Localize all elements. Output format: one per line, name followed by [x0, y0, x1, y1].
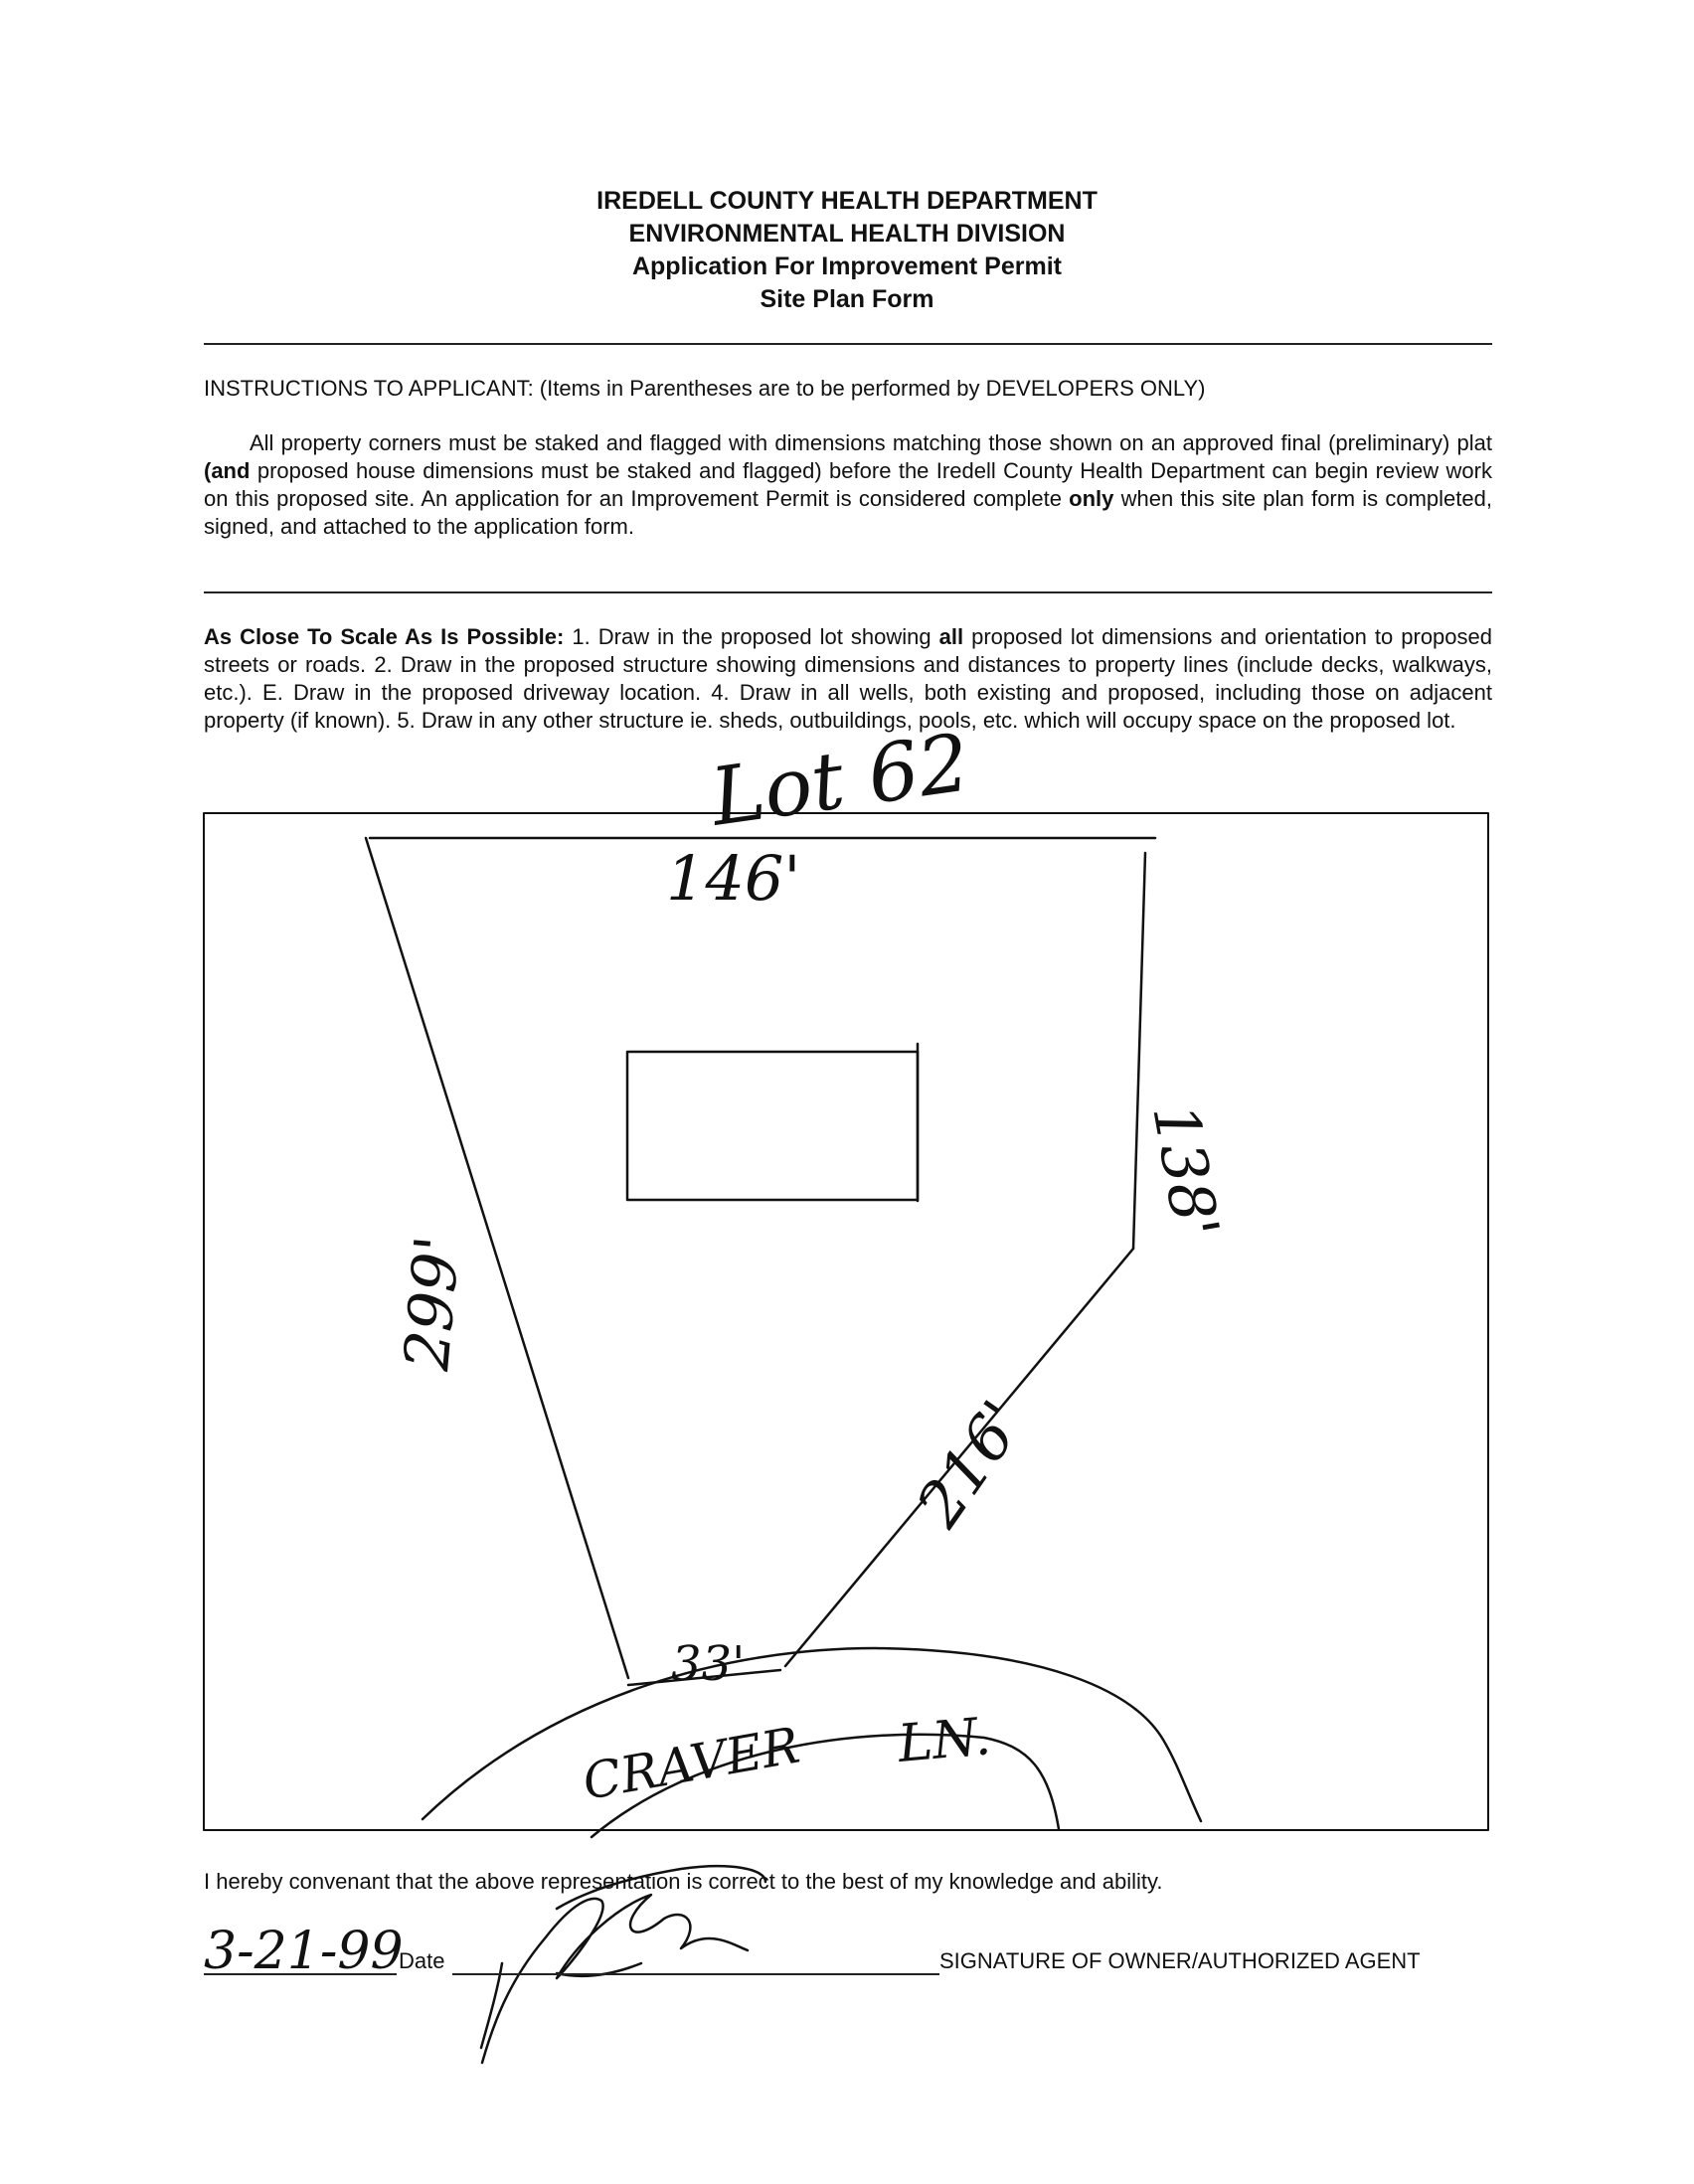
- road-outer-edge: [423, 1648, 1201, 1821]
- signature-line[interactable]: [452, 1973, 939, 1975]
- road-suffix: LN.: [895, 1707, 994, 1774]
- header-division: ENVIRONMENTAL HEALTH DIVISION: [628, 220, 1066, 248]
- header-application: Application For Improvement Permit: [631, 252, 1062, 280]
- diagonal-dimension: 216': [902, 1387, 1039, 1540]
- signature-label: SIGNATURE OF OWNER/AUTHORIZED AGENT: [939, 1948, 1421, 1973]
- instructions-text-2: proposed house dimensions must be staked and flagged) before the Iredell County Health Department can begin review work on this proposed site. An application for an Improvement Permit is considered complete: [204, 458, 1492, 511]
- lot-label: Lot 62: [705, 716, 975, 844]
- right-dimension: 138': [1138, 1097, 1234, 1244]
- scale-instructions-lead: As Close To Scale As Is Possible:: [204, 624, 565, 649]
- header-department: IREDELL COUNTY HEALTH DEPARTMENT: [596, 187, 1098, 215]
- certification-statement: I hereby convenant that the above representation is correct to the best of my knowledge and ability.: [204, 1869, 1163, 1894]
- date-label: Date: [399, 1948, 445, 1973]
- instructions-title: INSTRUCTIONS TO APPLICANT: (Items in Parentheses are to be performed by DEVELOPERS ONLY): [204, 376, 1206, 401]
- date-value: 3-21-99: [204, 1922, 404, 1981]
- frontage-dimension: 33': [671, 1636, 746, 1692]
- header-form-name: Site Plan Form: [760, 285, 934, 313]
- instructions-text-3: when this site plan form is completed, signed, and attached to the application form.: [204, 486, 1492, 539]
- signature: [481, 1866, 765, 2063]
- instructions-bold-and: (and: [204, 458, 251, 483]
- scale-instructions-text-2: proposed lot dimensions and orientation to proposed streets or roads. 2. Draw in the proposed structure showing dimensions and distances to property lines (include decks, walkways, etc.). E. Draw in the proposed driveway location. 4. Draw in all wells, both existing and proposed, including those on adjacent property (if known). 5. Draw in any other structure ie. sheds, outbuildings, pools, etc. which will occupy space on the proposed lot.: [204, 624, 1493, 733]
- scale-instructions-bold-all: all: [938, 624, 964, 649]
- date-line-prefix: [204, 1973, 397, 1975]
- top-dimension: 146': [666, 842, 801, 915]
- instructions-text-1: All property corners must be staked and flagged with dimensions matching those shown on an approved final (preliminary) plat: [250, 430, 1492, 455]
- instructions-bold-only: only: [1069, 486, 1114, 511]
- scale-instructions-text-1: 1. Draw in the proposed lot showing: [564, 624, 939, 649]
- lot-line-right: [1133, 853, 1145, 1249]
- proposed-house: [627, 1052, 918, 1200]
- left-dimension: 299': [390, 1233, 474, 1374]
- road-name: CRAVER: [579, 1716, 804, 1811]
